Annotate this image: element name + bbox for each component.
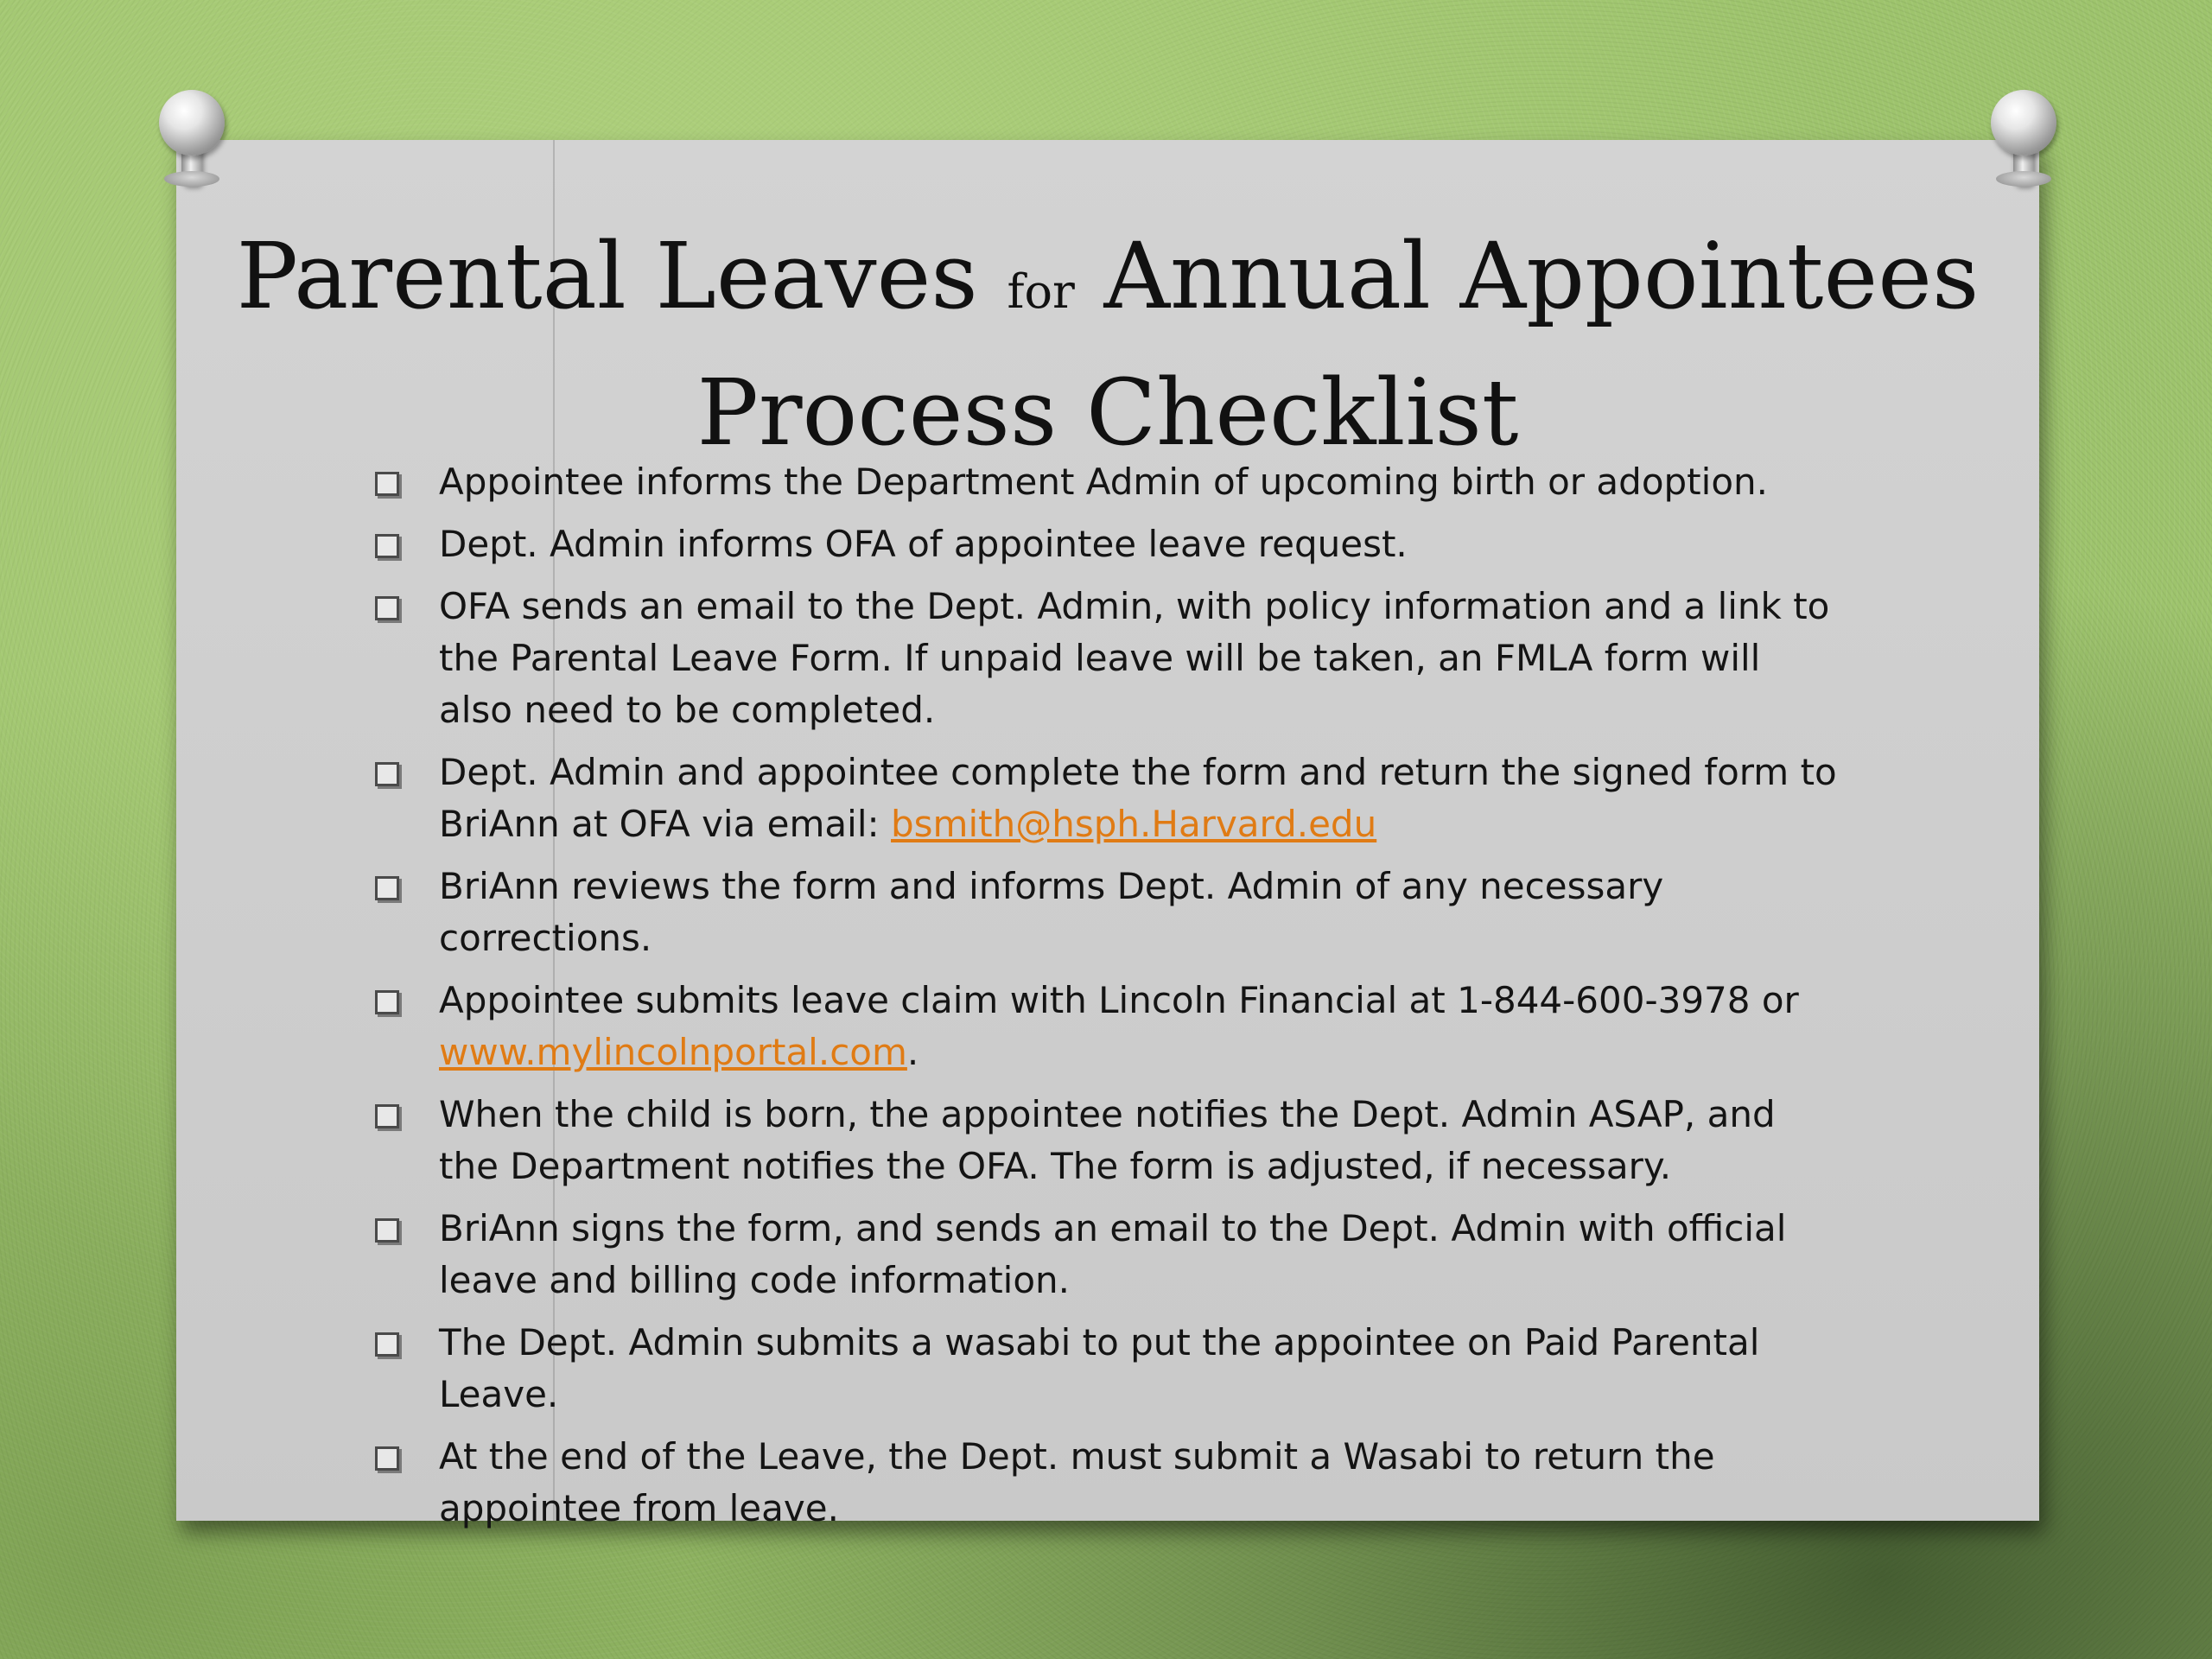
checklist-item-text: Appointee submits leave claim with Lincoln Financial at 1-844-600-3978 or — [439, 979, 1799, 1021]
push-pin-right-icon — [1987, 90, 2060, 185]
checklist-item — [372, 456, 1840, 508]
checkbox-bullet-icon — [375, 1218, 399, 1243]
checklist-item — [372, 975, 1840, 1078]
checklist-item — [372, 518, 1840, 570]
checklist-item-text: Dept. Admin informs OFA of appointee leave request. — [439, 523, 1408, 565]
checkbox-bullet-icon — [375, 1446, 399, 1471]
title-line-2: Process Checklist — [696, 359, 1519, 466]
checkbox-bullet-icon — [375, 1332, 399, 1357]
push-pin-left-icon — [156, 90, 228, 185]
title-small-word: for — [1007, 264, 1075, 319]
checklist-item-text: BriAnn reviews the form and informs Dept. Admin of any necessary corrections. — [439, 865, 1664, 959]
checkbox-bullet-icon — [375, 534, 399, 558]
checkbox-bullet-icon — [375, 472, 399, 496]
checklist-item — [372, 581, 1840, 736]
checklist-item — [372, 1431, 1840, 1535]
checklist-item-text: OFA sends an email to the Dept. Admin, with policy information and a link to the Parental Leave Form. If unpaid leave will be taken, an FMLA form will also need to be completed. — [439, 585, 1830, 731]
checklist-item — [372, 861, 1840, 964]
title-part-2: Annual Appointees — [1103, 223, 1980, 329]
checkbox-bullet-icon — [375, 762, 399, 786]
checklist-item — [372, 1089, 1840, 1192]
process-checklist — [372, 456, 1840, 1545]
checklist-item-text: At the end of the Leave, the Dept. must submit a Wasabi to return the appointee from leave. — [439, 1435, 1715, 1529]
slide-title — [176, 216, 2039, 474]
checklist-item-text-after: . — [906, 1031, 919, 1073]
title-part-1: Parental Leaves — [236, 223, 978, 329]
checklist-item — [372, 747, 1840, 850]
checklist-item-text: Appointee informs the Department Admin of upcoming birth or adoption. — [439, 461, 1768, 503]
lincoln-portal-link[interactable]: www.mylincolnportal.com — [439, 1031, 907, 1073]
checkbox-bullet-icon — [375, 596, 399, 620]
email-link[interactable]: bsmith@hsph.Harvard.edu — [891, 803, 1377, 845]
checklist-item-text: Dept. Admin and appointee complete the form and return the signed form to BriAnn at OFA via email: — [439, 751, 1837, 845]
checklist-item — [372, 1317, 1840, 1421]
checklist-item — [372, 1203, 1840, 1306]
checklist-item-text: BriAnn signs the form, and sends an email to the Dept. Admin with official leave and billing code information. — [439, 1207, 1787, 1301]
checklist-item-text: When the child is born, the appointee notifies the Dept. Admin ASAP, and the Department notifies the OFA. The form is adjusted, if necessary. — [439, 1093, 1776, 1187]
checkbox-bullet-icon — [375, 990, 399, 1014]
checklist-item-text: The Dept. Admin submits a wasabi to put the appointee on Paid Parental Leave. — [439, 1321, 1760, 1415]
checkbox-bullet-icon — [375, 1104, 399, 1128]
checkbox-bullet-icon — [375, 876, 399, 900]
